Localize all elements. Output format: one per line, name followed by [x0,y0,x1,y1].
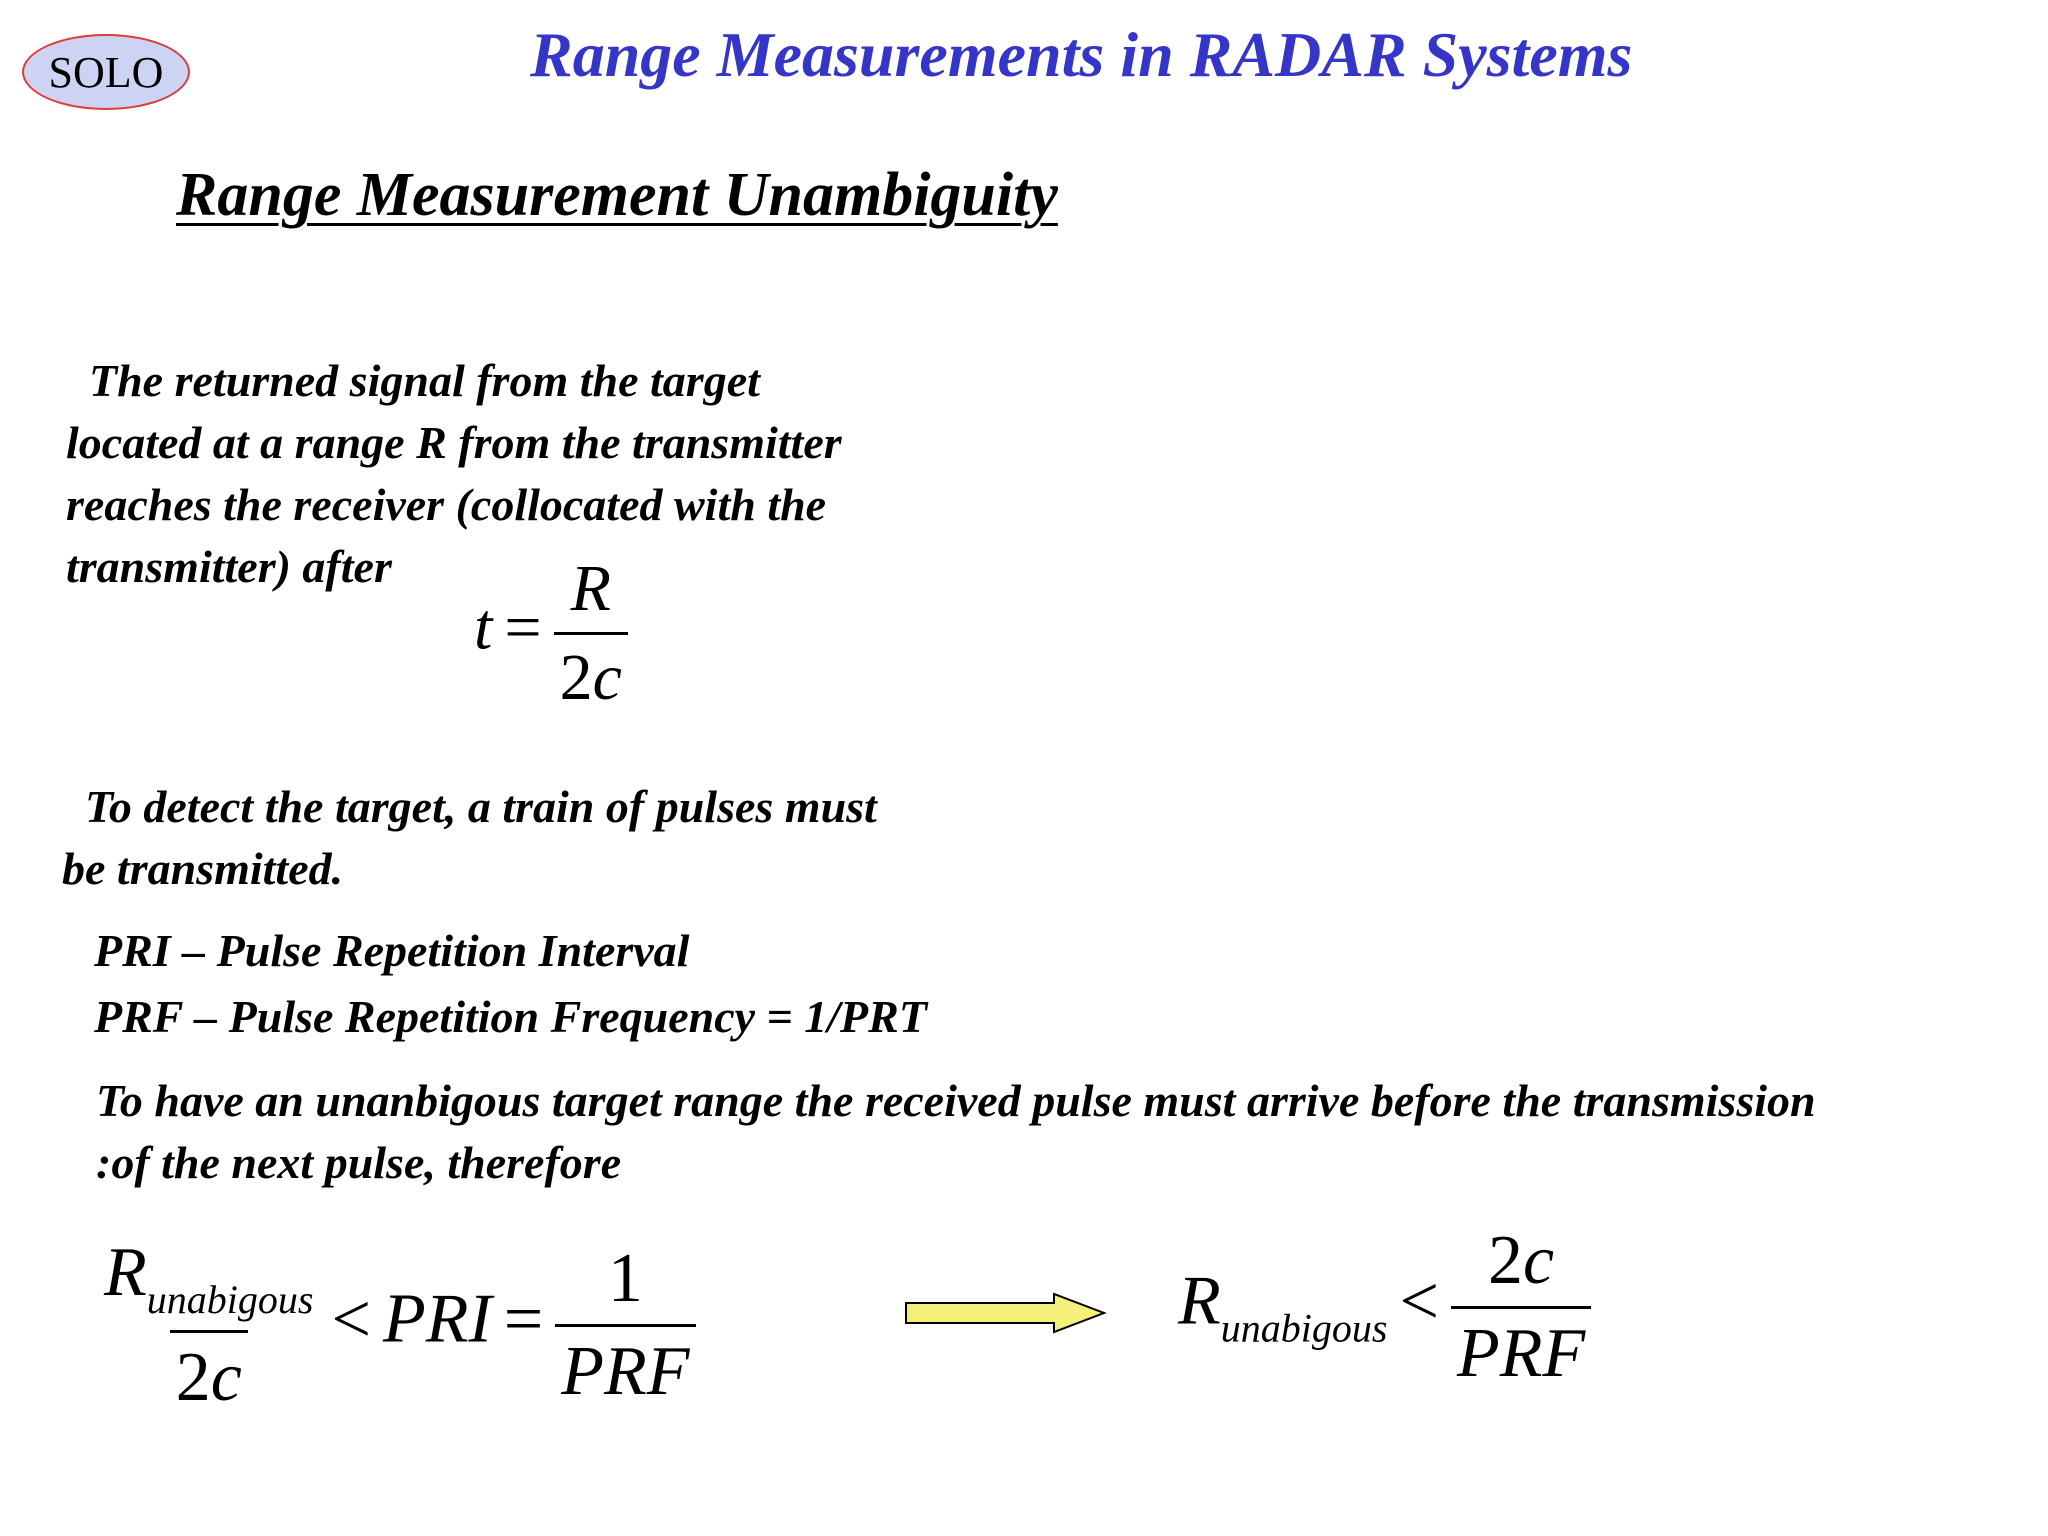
eq3-denominator: PRF [1451,1306,1591,1389]
eq3-num-variable: c [1523,1222,1555,1299]
solo-logo [22,34,190,110]
paragraph-pri-prf-definitions: PRI – Pulse Repetition Interval PRF – Pulse Repetition Frequency = 1/PRT [94,925,927,1042]
eq1-fraction [554,552,628,714]
eq2-denominator [170,1330,248,1416]
eq3-num-coefficient: 2 [1488,1222,1524,1299]
eq2-numerator [98,1234,319,1330]
eq2-num-variable: R [104,1234,147,1311]
eq1-denominator [554,632,628,714]
equation-time-of-return [474,552,628,714]
eq1-numerator: R [570,552,611,625]
eq1-den-variable: c [592,641,622,714]
eq2-right-denominator: PRF [555,1324,695,1407]
eq3-lhs-variable: R [1178,1262,1221,1340]
paragraph-pulse-train: To detect the target, a train of pulses must be transmitted. [62,781,877,894]
paragraph-unambiguous-condition: To have an unanbigous target range the received pulse must arrive before the transmission :of the next pulse, therefore [96,1075,1816,1188]
eq3-numerator [1482,1222,1560,1306]
eq1-lhs: t [474,590,493,664]
eq1-operator: = [504,590,542,664]
eq2-fraction-left [98,1234,319,1416]
eq2-pri: PRI [382,1280,492,1358]
eq1-den-coefficient: 2 [559,641,593,714]
equation-unambiguous-range [1178,1222,1591,1392]
equation-unambiguous-inequality [98,1234,696,1416]
right-arrow-icon [904,1292,1108,1334]
slide-title: Range Measurements in RADAR Systems [530,19,1633,90]
eq3-less-than: < [1399,1262,1439,1340]
logo-text: SOLO [48,47,164,97]
eq2-less-than: < [331,1280,371,1358]
eq2-equals: = [503,1280,544,1358]
eq2-den-variable: c [210,1339,242,1416]
section-title: Range Measurement Unambiguity [176,161,1058,229]
eq3-lhs-subscript: unabigous [1220,1305,1388,1351]
implies-arrow [904,1292,1108,1334]
eq3-fraction [1451,1222,1591,1392]
eq2-fraction-right [555,1240,695,1410]
eq2-den-coefficient: 2 [175,1339,211,1416]
paragraph-return-signal: The returned signal from the target located at a range R from the transmitter reaches the receiver (collocated with the transmitter) after [66,355,842,592]
eq2-right-numerator: 1 [607,1240,643,1317]
eq2-num-subscript: unabigous [146,1277,314,1322]
